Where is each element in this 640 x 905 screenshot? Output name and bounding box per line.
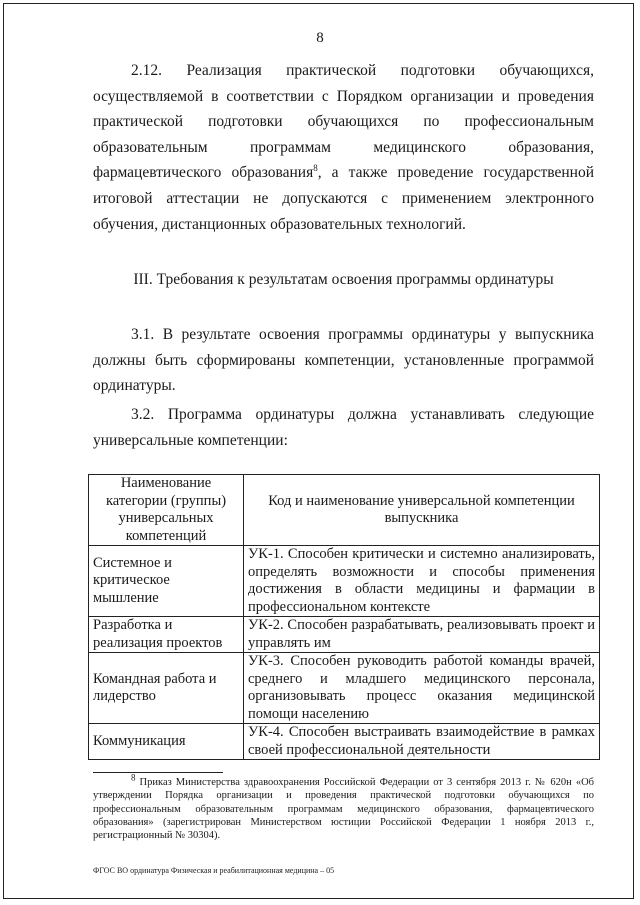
competence-cell: УК-2. Способен разрабатывать, реализовывать проект и управлять им xyxy=(244,617,600,653)
competence-cell: УК-4. Способен выстраивать взаимодействие в рамках своей профессиональной деятельности xyxy=(244,724,600,760)
footnote xyxy=(93,772,594,842)
paragraph-3-2-text: 3.2. Программа ординатуры должна устанавливать следующие универсальные компетенции: xyxy=(93,406,594,449)
table-row xyxy=(89,724,600,760)
paragraph-3-1 xyxy=(93,322,594,399)
table-header-row xyxy=(89,475,600,546)
footnote-divider xyxy=(93,772,223,773)
table-row xyxy=(89,617,600,653)
competence-cell: УК-1. Способен критически и системно анализировать, определять возможности и способы применения достижения в области медицины и фармации в профессиональном контексте xyxy=(244,546,600,617)
footnote-reference[interactable]: 8 xyxy=(313,163,318,174)
table-row xyxy=(89,653,600,724)
footnote-mark: 8 xyxy=(131,772,136,783)
header-competence: Код и наименование универсальной компетенции выпускника xyxy=(244,475,600,546)
paragraph-3-1-text: 3.1. В результате освоения программы ординатуры у выпускника должны быть сформированы компетенции, установленные программой ординатуры. xyxy=(93,326,594,395)
category-cell: Коммуникация xyxy=(89,724,244,760)
section-heading: III. Требования к результатам освоения программы ординатуры xyxy=(133,271,554,288)
category-cell: Системное и критическое мышление xyxy=(89,546,244,617)
page-footer: ФГОС ВО ординатура Физическая и реабилитационная медицина – 05 xyxy=(93,866,335,875)
paragraph-2-12-lead: 2.12. Реализация практической подготовки обучающихся, осуществляемой в соответствии с Порядком организации и проведения практической подготовки обучающихся по профессиональным образовательным программам медицинского образования, фармацевтического образования xyxy=(93,62,594,182)
category-cell: Разработка и реализация проектов xyxy=(89,617,244,653)
table-row xyxy=(89,546,600,617)
footnote-text: Приказ Министерства здравоохранения Российской Федерации от 3 сентября 2013 г. № 620н «Об утверждении Порядка организации и проведения практической подготовки обучающихся по профессиональным образовательным программам медицинского образования, фармацевтического образования» (зарегистрирован Министерством юстиции Российской Федерации 1 ноября 2013 г., регистрационный № 30304). xyxy=(93,777,594,842)
competencies-table xyxy=(88,474,600,760)
page-number: 8 xyxy=(316,30,324,46)
paragraph-2-12-tail: , а также проведение государственной итоговой аттестации не допускаются с применением электронного обучения, дистанционных образовательных технологий. xyxy=(93,164,594,233)
paragraph-2-12 xyxy=(93,58,594,237)
paragraph-3-2 xyxy=(93,402,594,453)
header-category: Наименование категории (группы) универсальных компетенций xyxy=(89,475,244,546)
competence-cell: УК-3. Способен руководить работой команды врачей, среднего и младшего медицинского персонала, организовывать процесс оказания медицинской помощи населению xyxy=(244,653,600,724)
category-cell: Командная работа и лидерство xyxy=(89,653,244,724)
